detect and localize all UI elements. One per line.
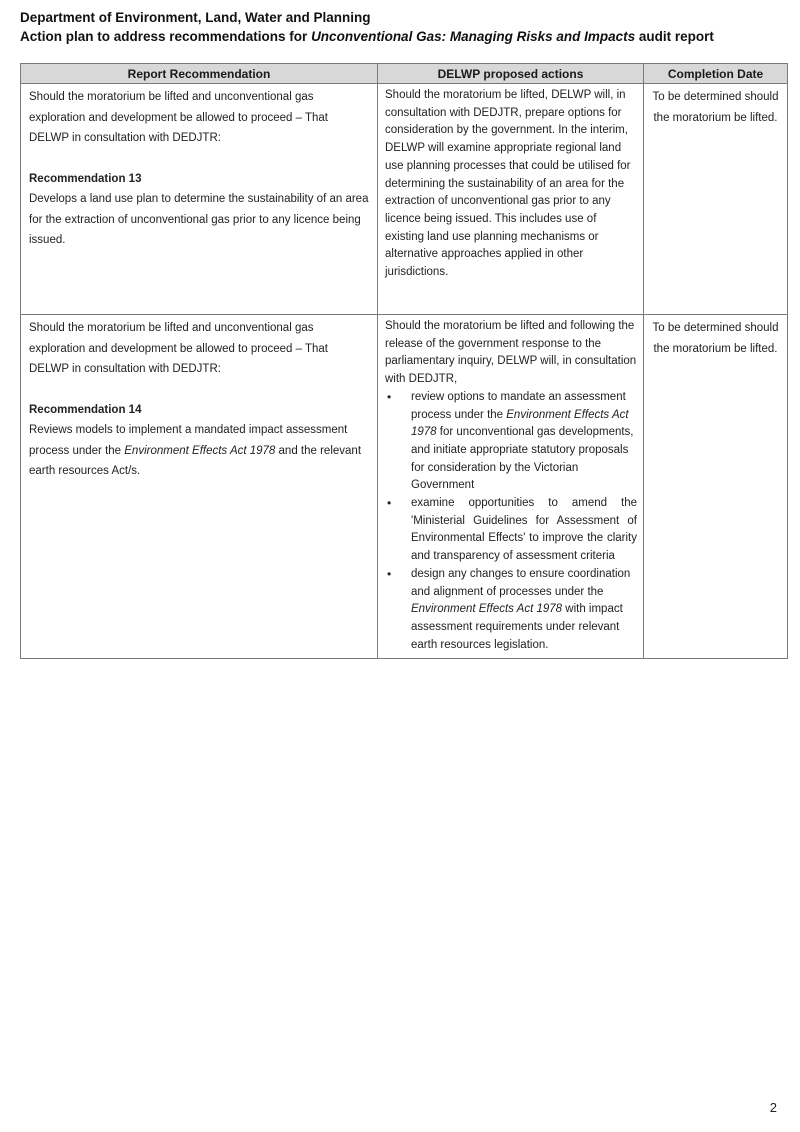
page-number: 2 [769, 1100, 777, 1115]
completion-date-text: To be determined should the moratorium be lifted. [652, 91, 779, 124]
action-intro: Should the moratorium be lifted and following the release of the government response to the parliamentary inquiry, DELWP will, in consultation with DEDJTR, [385, 320, 637, 386]
action-cell [378, 84, 644, 315]
recommendation-text-prefix: Reviews models to implement a mandated impact assessment process under the [29, 424, 348, 457]
bullet-icon: • [387, 566, 392, 581]
completion-date-cell [644, 84, 788, 315]
completion-date-cell [644, 315, 788, 659]
recommendation-text-suffix: and the relevant earth resources Act/s. [29, 444, 362, 477]
completion-date-text: To be determined should the moratorium be lifted. [652, 322, 779, 355]
bullet-text-italic: Environment Effects Act 1978 [411, 603, 563, 616]
list-item [385, 495, 637, 566]
report-title [20, 27, 780, 46]
report-title-prefix: Action plan to address recommendations for [20, 29, 312, 44]
action-plan-table [20, 63, 788, 659]
document-header [20, 8, 780, 46]
recommendation-number: Recommendation 13 [29, 172, 142, 185]
list-item [385, 566, 637, 655]
action-text: Should the moratorium be lifted, DELWP will, in consultation with DEDJTR, prepare options for consideration by the government. In the interim, DELWP will examine appropriate regional land use planning processes that could be utilised for determining the sustainability of an area for the extraction of unconventional gas prior to any licence being issued. This includes use of existing land use planning mechanisms or alternative approaches applied in other jurisdictions. [385, 89, 631, 279]
recommendation-intro: Should the moratorium be lifted and unconventional gas exploration and development be allowed to proceed – That DELWP in consultation with DEDJTR: [29, 91, 328, 144]
bullet-icon: • [387, 389, 392, 404]
bullet-text-suffix: with impact assessment requirements under relevant earth resources legislation. [411, 603, 623, 651]
recommendation-text: Develops a land use plan to determine the sustainability of an area for the extraction of unconventional gas prior to any licence being issued. [29, 193, 369, 246]
action-bullet-list [385, 389, 637, 655]
table-header-row [21, 64, 788, 84]
bullet-text-prefix: examine opportunities to amend the 'Ministerial Guidelines for Assessment of Environmental Effects' to improve the clarity and transparency of assessment criteria [411, 497, 637, 563]
recommendation-intro: Should the moratorium be lifted and unconventional gas exploration and development be allowed to proceed – That DELWP in consultation with DEDJTR: [29, 322, 328, 375]
recommendation-cell [21, 315, 378, 659]
bullet-text-italic: Environment Effects Act 1978 [411, 408, 629, 439]
action-cell [378, 315, 644, 659]
bullet-icon: • [387, 496, 392, 511]
recommendation-text [29, 420, 369, 482]
list-item [385, 389, 637, 495]
bullet-text-prefix: design any changes to ensure coordination and alignment of processes under the [411, 567, 631, 598]
column-header-completion-date: Completion Date [644, 64, 788, 84]
recommendation-cell [21, 84, 378, 315]
report-title-italic: Unconventional Gas: Managing Risks and Impacts [311, 29, 636, 44]
table-row [21, 84, 788, 315]
bullet-text-prefix: review options to mandate an assessment process under the [411, 390, 626, 421]
column-header-actions: DELWP proposed actions [378, 64, 644, 84]
recommendation-number: Recommendation 14 [29, 403, 142, 416]
report-title-suffix: audit report [635, 29, 714, 44]
recommendation-text-italic: Environment Effects Act 1978 [124, 444, 276, 457]
table-row [21, 315, 788, 659]
column-header-recommendation: Report Recommendation [21, 64, 378, 84]
department-title: Department of Environment, Land, Water and Planning [20, 10, 371, 25]
bullet-text-suffix: for unconventional gas developments, and initiate appropriate statutory proposals for consideration by the Victorian Government [411, 426, 634, 492]
